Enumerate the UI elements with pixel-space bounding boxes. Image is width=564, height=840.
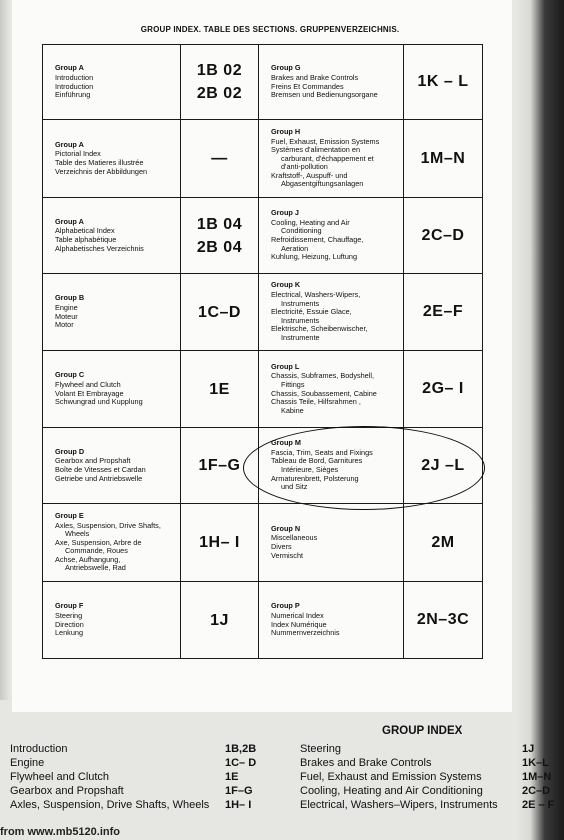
section-code-cell	[181, 274, 259, 351]
description-line: Commande, Roues	[65, 546, 128, 556]
description-line: Fascia, Trim, Seats and Fixings	[271, 447, 373, 457]
description-line: Numerical Index	[271, 610, 324, 620]
group-index-code: 1C– D	[225, 757, 257, 769]
group-index-entry	[300, 770, 562, 784]
description-line: Volant Et Embrayage	[55, 388, 124, 398]
group-index-table	[42, 44, 483, 659]
description-line: Lenkung	[55, 628, 83, 638]
description-line: Armaturenbrett, Polsterung	[271, 473, 359, 483]
index-row	[43, 351, 483, 428]
group-label: Group E	[55, 510, 84, 520]
section-code-cell	[404, 504, 483, 582]
description-line: Achse, Aufhangung,	[55, 554, 121, 564]
group-index-label: Gearbox and Propshaft	[10, 785, 124, 797]
group-index-code: 1F–G	[225, 785, 253, 797]
group-label: Group A	[55, 63, 84, 73]
section-code: 2C–D	[421, 226, 465, 244]
section-code: —	[211, 150, 228, 167]
group-label: Group J	[271, 208, 299, 218]
description-line: Freins Et Commandes	[271, 81, 344, 91]
group-index-code: 1M–N	[522, 771, 552, 783]
description-line: Table alphabétique	[55, 235, 117, 244]
source-footer: from www.mb5120.info	[0, 826, 121, 838]
description-line: Brakes and Brake Controls	[271, 72, 359, 82]
section-code-cell	[181, 582, 259, 659]
description-line: Chassis Teile, Hilfsrahmen ,	[271, 397, 361, 407]
group-index-label: Flywheel and Clutch	[10, 771, 110, 783]
description-line: Chassis, Soubassement, Cabine	[271, 388, 377, 398]
description-line: Electrical, Washers-Wipers,	[271, 290, 361, 300]
section-code: 1B 02	[196, 62, 243, 79]
description-line: Systèmes d'alimentation en	[271, 145, 361, 155]
description-line: Nummernverzeichnis	[271, 628, 340, 638]
index-row	[43, 504, 483, 582]
group-label: Group B	[55, 293, 85, 303]
left-description-cell	[43, 120, 181, 198]
description-line: Divers	[271, 542, 292, 551]
index-row	[43, 582, 483, 659]
description-line: Moteur	[55, 311, 78, 321]
group-index-code: 2C–D	[522, 785, 551, 797]
description-line: Intérieure, Sièges	[281, 465, 339, 474]
group-index-code: 2E – F	[522, 799, 555, 811]
section-code: 1E	[209, 380, 230, 398]
section-code: 1F–G	[198, 457, 241, 474]
section-code-cell	[404, 45, 483, 120]
description-line: Wheels	[65, 529, 90, 539]
group-label: Group H	[271, 126, 301, 136]
description-line: Introduction	[55, 72, 94, 82]
right-description-cell	[259, 120, 404, 198]
section-code: 2E–F	[422, 303, 464, 320]
description-line: Flywheel and Clutch	[55, 379, 121, 389]
group-index-code: 1H– I	[225, 799, 252, 811]
group-index-label: Brakes and Brake Controls	[300, 757, 432, 769]
right-description-cell	[259, 45, 404, 120]
right-description-cell	[259, 504, 404, 582]
description-line: Abgasentgiftungsanlagen	[281, 179, 364, 189]
group-label: Group A	[55, 216, 84, 226]
section-code: 2N–3C	[416, 611, 470, 628]
group-index-entry	[10, 770, 270, 784]
description-line: Getriebe und Antriebswelle	[55, 473, 143, 483]
description-line: Table des Matieres illustrée	[55, 158, 144, 167]
section-code: 2B 04	[196, 238, 243, 256]
description-line: Engine	[55, 302, 78, 312]
section-code-cell	[404, 120, 483, 198]
group-label: Group F	[55, 601, 84, 611]
section-code: 1J	[210, 611, 229, 629]
description-line: Miscellaneous	[271, 533, 318, 543]
right-description-cell	[259, 198, 404, 274]
description-line: Instruments	[281, 298, 320, 308]
section-code-cell	[404, 351, 483, 428]
group-index-label: Axles, Suspension, Drive Shafts, Wheels	[10, 799, 210, 811]
group-label: Group P	[271, 601, 300, 611]
description-line: Einführung	[55, 90, 91, 100]
index-row	[43, 120, 483, 198]
description-line: Steering	[55, 610, 83, 620]
group-index-entry	[300, 742, 562, 756]
group-index-title: GROUP INDEX	[382, 725, 463, 737]
hand-drawn-circle	[243, 426, 485, 510]
description-line: Bremsen und Bedienungsorgane	[271, 90, 378, 100]
group-label: Group M	[271, 438, 301, 448]
group-index-entry	[10, 784, 270, 798]
description-line: d'anti-pollution	[281, 162, 328, 172]
section-code-cell	[404, 198, 483, 274]
section-code: 2G– I	[422, 380, 464, 397]
section-code-cell	[404, 274, 483, 351]
description-line: carburant, d'échappement et	[281, 153, 374, 163]
description-line: Chassis, Subframes, Bodyshell,	[271, 371, 375, 381]
group-label: Group N	[271, 523, 301, 533]
left-description-cell	[43, 274, 181, 351]
description-line: Vermischt	[271, 550, 304, 560]
description-line: Pictorial Index	[55, 149, 101, 159]
description-line: Direction	[55, 619, 84, 629]
description-line: Fuel, Exhaust, Emission Systems	[271, 136, 380, 146]
group-index-label: Engine	[10, 757, 45, 769]
page-header: GROUP INDEX. TABLE DES SECTIONS. GRUPPENVERZEICHNIS.	[140, 25, 400, 34]
section-code-cell	[181, 504, 259, 582]
index-row	[43, 45, 483, 120]
group-index-entry	[10, 742, 270, 756]
description-line: Instruments	[281, 315, 320, 325]
section-code: 2B 02	[196, 85, 243, 102]
section-code: 2J –L	[421, 456, 465, 474]
section-code-cell	[181, 351, 259, 428]
description-line: Alphabetisches Verzeichnis	[55, 243, 144, 253]
group-index-code: 1B,2B	[225, 743, 257, 755]
section-code-cell	[404, 582, 483, 659]
description-line: Kabine	[281, 405, 304, 415]
description-line: Boîte de Vitesses et Cardan	[55, 465, 146, 474]
scan-edge-shadow	[0, 0, 10, 700]
description-line: Introduction	[55, 81, 94, 91]
description-line: Kuhlung, Heizung, Luftung	[271, 252, 358, 262]
section-code: 1H– I	[199, 534, 240, 551]
description-line: Index Numérique	[271, 619, 327, 629]
description-line: Aeration	[281, 243, 309, 253]
description-line: Schwungrad und Kupplung	[55, 397, 143, 407]
group-label: Group L	[271, 361, 300, 371]
index-row	[43, 198, 483, 274]
group-index-label: Fuel, Exhaust and Emission Systems	[300, 771, 482, 783]
group-index-entry	[10, 798, 270, 812]
group-index-label: Steering	[300, 743, 341, 755]
left-description-cell	[43, 351, 181, 428]
left-description-cell	[43, 45, 181, 120]
group-label: Group A	[55, 139, 84, 149]
group-index-label: Cooling, Heating and Air Conditioning	[300, 785, 483, 797]
description-line: Elektrische, Scheibenwischer,	[271, 324, 368, 334]
group-index-code: 1E	[225, 771, 239, 783]
section-code: 1B 04	[196, 215, 243, 233]
description-line: Gearbox and Propshaft	[55, 456, 131, 466]
description-line: Kraftstoff-, Auspuff- und	[271, 170, 348, 180]
description-line: Conditioning	[281, 226, 322, 236]
description-line: und Sitz	[281, 482, 308, 492]
section-code-cell	[181, 45, 259, 120]
group-label: Group C	[55, 370, 85, 380]
left-description-cell	[43, 504, 181, 582]
description-line: Refroidissement, Chauffage,	[271, 235, 364, 244]
left-description-cell	[43, 198, 181, 274]
left-description-cell	[43, 428, 181, 504]
group-index-entry	[10, 756, 270, 770]
index-row	[43, 274, 483, 351]
description-line: Axe, Suspension, Arbre de	[55, 537, 142, 547]
group-index-entry	[300, 784, 562, 798]
description-line: Alphabetical Index	[55, 226, 115, 236]
section-code-cell	[181, 198, 259, 274]
right-description-cell	[259, 274, 404, 351]
description-line: Tableau de Bord, Garnitures	[271, 456, 363, 466]
scan-dark-edge	[516, 0, 564, 840]
group-index-entry	[300, 798, 562, 812]
group-index-left-column	[10, 742, 270, 812]
group-index-code: 1J	[522, 743, 535, 755]
description-line: Electricité, Essuie Glace,	[271, 307, 352, 317]
description-line: Axles, Suspension, Drive Shafts,	[55, 520, 161, 530]
description-line: Cooling, Heating and Air	[271, 217, 350, 227]
section-code: 1M–N	[420, 149, 466, 167]
description-line: Verzeichnis der Abbildungen	[55, 166, 148, 176]
group-label: Group K	[271, 280, 301, 290]
description-line: Fittings	[281, 379, 305, 389]
section-code-cell	[181, 120, 259, 198]
group-index-entry	[300, 756, 562, 770]
group-index-label: Introduction	[10, 743, 68, 755]
description-line: Motor	[55, 320, 74, 330]
section-code: 1K – L	[417, 73, 469, 90]
section-code: 2M	[431, 533, 455, 551]
description-line: Instrumente	[281, 332, 320, 342]
group-index-right-column	[300, 742, 562, 812]
group-label: Group G	[271, 63, 301, 73]
section-code: 1C–D	[198, 303, 241, 321]
group-index-label: Electrical, Washers–Wipers, Instruments	[300, 799, 498, 811]
left-description-cell	[43, 582, 181, 659]
right-description-cell	[259, 351, 404, 428]
group-label: Group D	[55, 446, 85, 456]
right-description-cell	[259, 582, 404, 659]
group-index-code: 1K–L	[522, 757, 549, 769]
description-line: Antriebswelle, Rad	[65, 563, 126, 573]
